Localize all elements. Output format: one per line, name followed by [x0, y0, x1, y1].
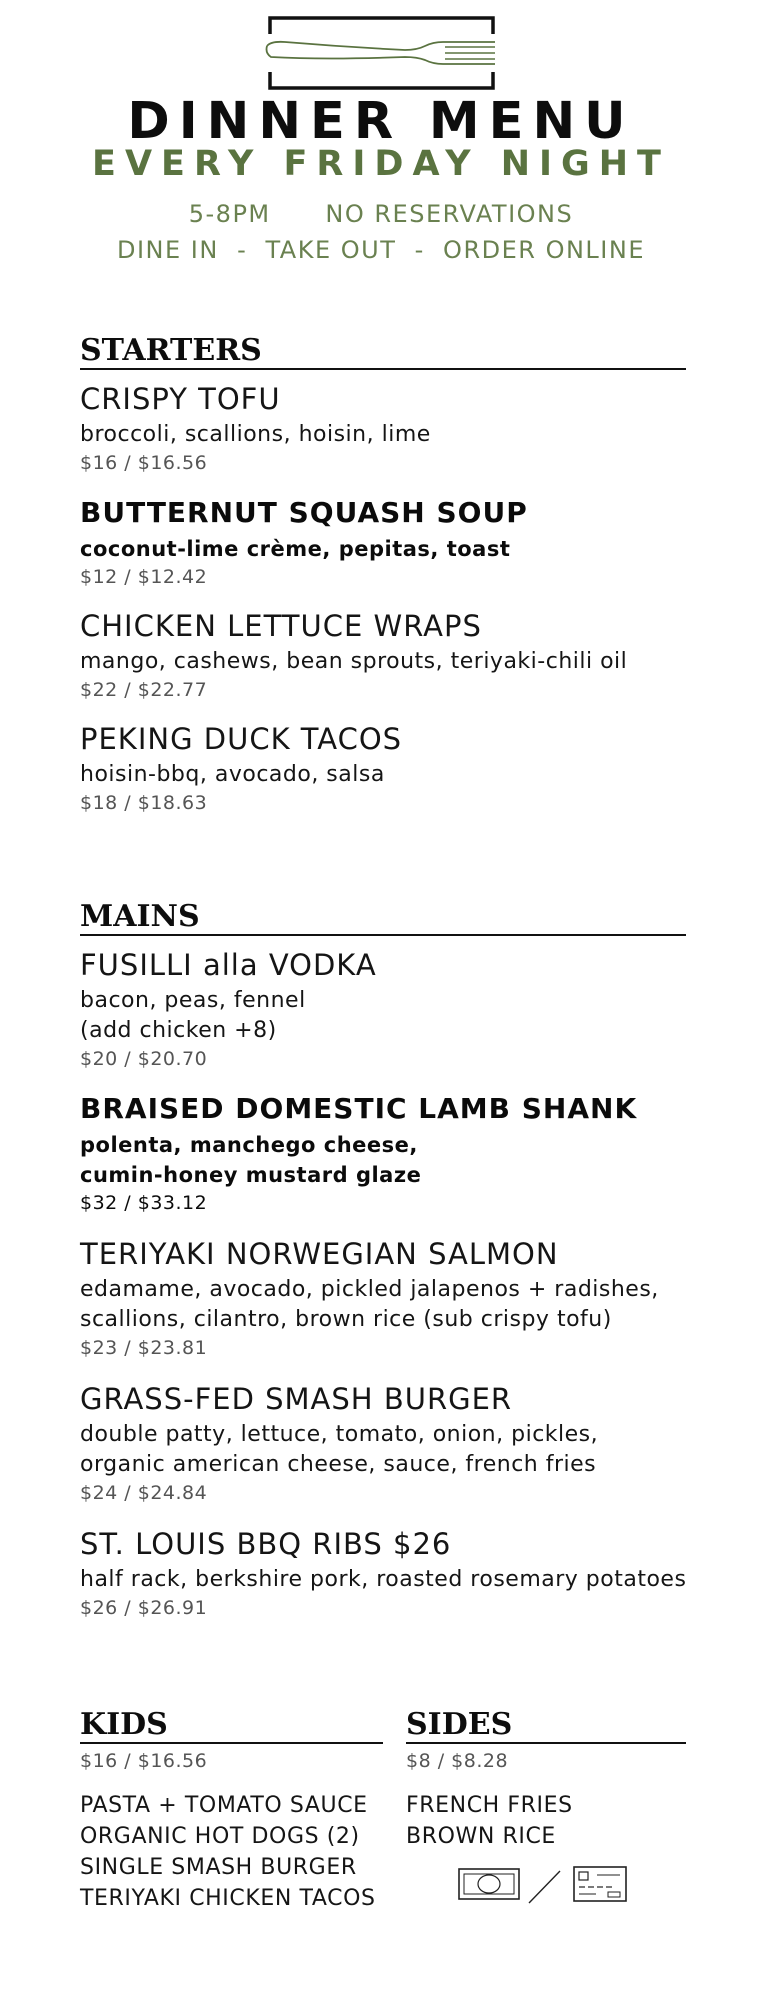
- divider-slash: [529, 1871, 560, 1903]
- fork-icon: [265, 16, 498, 90]
- item-description: [80, 760, 720, 790]
- service-options: DINE IN - TAKE OUT - ORDER ONLINE: [117, 236, 645, 264]
- item-description: [80, 420, 720, 450]
- item-price: $18 / $18.63: [80, 792, 208, 814]
- sides-price: $8 / $8.28: [406, 1750, 509, 1772]
- list-item: PASTA + TOMATO SAUCE: [80, 1793, 368, 1818]
- kids-list: [80, 1790, 376, 1914]
- item-name: TERIYAKI NORWEGIAN SALMON: [80, 1237, 559, 1271]
- item-name: FUSILLI alla VODKA: [80, 948, 377, 982]
- list-item: BROWN RICE: [406, 1824, 556, 1849]
- section-heading-starters: STARTERS: [80, 334, 686, 370]
- item-description: [80, 1565, 720, 1595]
- kids-price: $16 / $16.56: [80, 1750, 208, 1772]
- payment-icons: [456, 1865, 628, 1905]
- item-price: $26 / $26.91: [80, 1597, 208, 1619]
- item-description-line: half rack, berkshire pork, roasted rosemary potatoes: [80, 1567, 687, 1592]
- item-price: $20 / $20.70: [80, 1048, 208, 1070]
- item-name: CHICKEN LETTUCE WRAPS: [80, 609, 482, 643]
- item-description-line: scallions, cilantro, brown rice (sub crispy tofu): [80, 1307, 612, 1332]
- menu-item-featured: [80, 494, 720, 590]
- item-price: $12 / $12.42: [80, 566, 208, 588]
- item-name: PEKING DUCK TACOS: [80, 722, 403, 756]
- item-description-line: hoisin-bbq, avocado, salsa: [80, 762, 385, 787]
- section-heading-sides: SIDES: [406, 1708, 686, 1744]
- item-price: $24 / $24.84: [80, 1482, 208, 1504]
- menu-item: [80, 607, 720, 703]
- item-description-line: double patty, lettuce, tomato, onion, pickles,: [80, 1422, 599, 1447]
- item-description-line: bacon, peas, fennel: [80, 988, 306, 1013]
- section-heading-mains: MAINS: [80, 900, 686, 936]
- item-description-line: edamame, avocado, pickled jalapenos + radishes,: [80, 1277, 659, 1302]
- sides-list: [406, 1790, 573, 1852]
- item-price: $16 / $16.56: [80, 452, 208, 474]
- item-name: CRISPY TOFU: [80, 382, 281, 416]
- hours-info: 5-8PM NO RESERVATIONS: [188, 200, 574, 228]
- item-description: [80, 647, 720, 677]
- menu-item: [80, 946, 720, 1072]
- list-item: ORGANIC HOT DOGS (2): [80, 1824, 360, 1849]
- list-item: FRENCH FRIES: [406, 1793, 573, 1818]
- item-description: [80, 1130, 720, 1190]
- item-name: GRASS-FED SMASH BURGER: [80, 1382, 513, 1416]
- item-description-line: coconut-lime crème, pepitas, toast: [80, 537, 511, 561]
- item-description: [80, 534, 720, 564]
- item-price: $32 / $33.12: [80, 1192, 208, 1214]
- item-name: BRAISED DOMESTIC LAMB SHANK: [80, 1092, 638, 1125]
- item-name: BUTTERNUT SQUASH SOUP: [80, 496, 528, 529]
- item-description-line: broccoli, scallions, hoisin, lime: [80, 422, 431, 447]
- item-description: [80, 1420, 720, 1480]
- list-item: SINGLE SMASH BURGER: [80, 1855, 357, 1880]
- menu-item: [80, 1235, 720, 1361]
- menu-item-featured: [80, 1090, 720, 1216]
- item-price: $22 / $22.77: [80, 679, 208, 701]
- menu-item: [80, 1380, 720, 1506]
- menu-item: [80, 720, 720, 816]
- item-description-line: organic american cheese, sauce, french fries: [80, 1452, 597, 1477]
- item-price: $23 / $23.81: [80, 1337, 208, 1359]
- item-description-line: cumin-honey mustard glaze: [80, 1163, 422, 1187]
- section-heading-kids: KIDS: [80, 1708, 383, 1744]
- card-icon: [574, 1867, 626, 1901]
- page-title: DINNER MENU: [127, 92, 635, 151]
- item-description-line: polenta, manchego cheese,: [80, 1133, 418, 1157]
- item-description-line: (add chicken +8): [80, 1018, 277, 1043]
- menu-item: [80, 1525, 720, 1621]
- page-subtitle: EVERY FRIDAY NIGHT: [92, 144, 670, 184]
- cash-icon: [459, 1869, 519, 1899]
- item-description: [80, 1275, 720, 1335]
- menu-item: [80, 380, 720, 476]
- item-description: [80, 986, 720, 1046]
- list-item: TERIYAKI CHICKEN TACOS: [80, 1886, 376, 1911]
- item-name: ST. LOUIS BBQ RIBS $26: [80, 1527, 452, 1561]
- item-description-line: mango, cashews, bean sprouts, teriyaki-chili oil: [80, 649, 628, 674]
